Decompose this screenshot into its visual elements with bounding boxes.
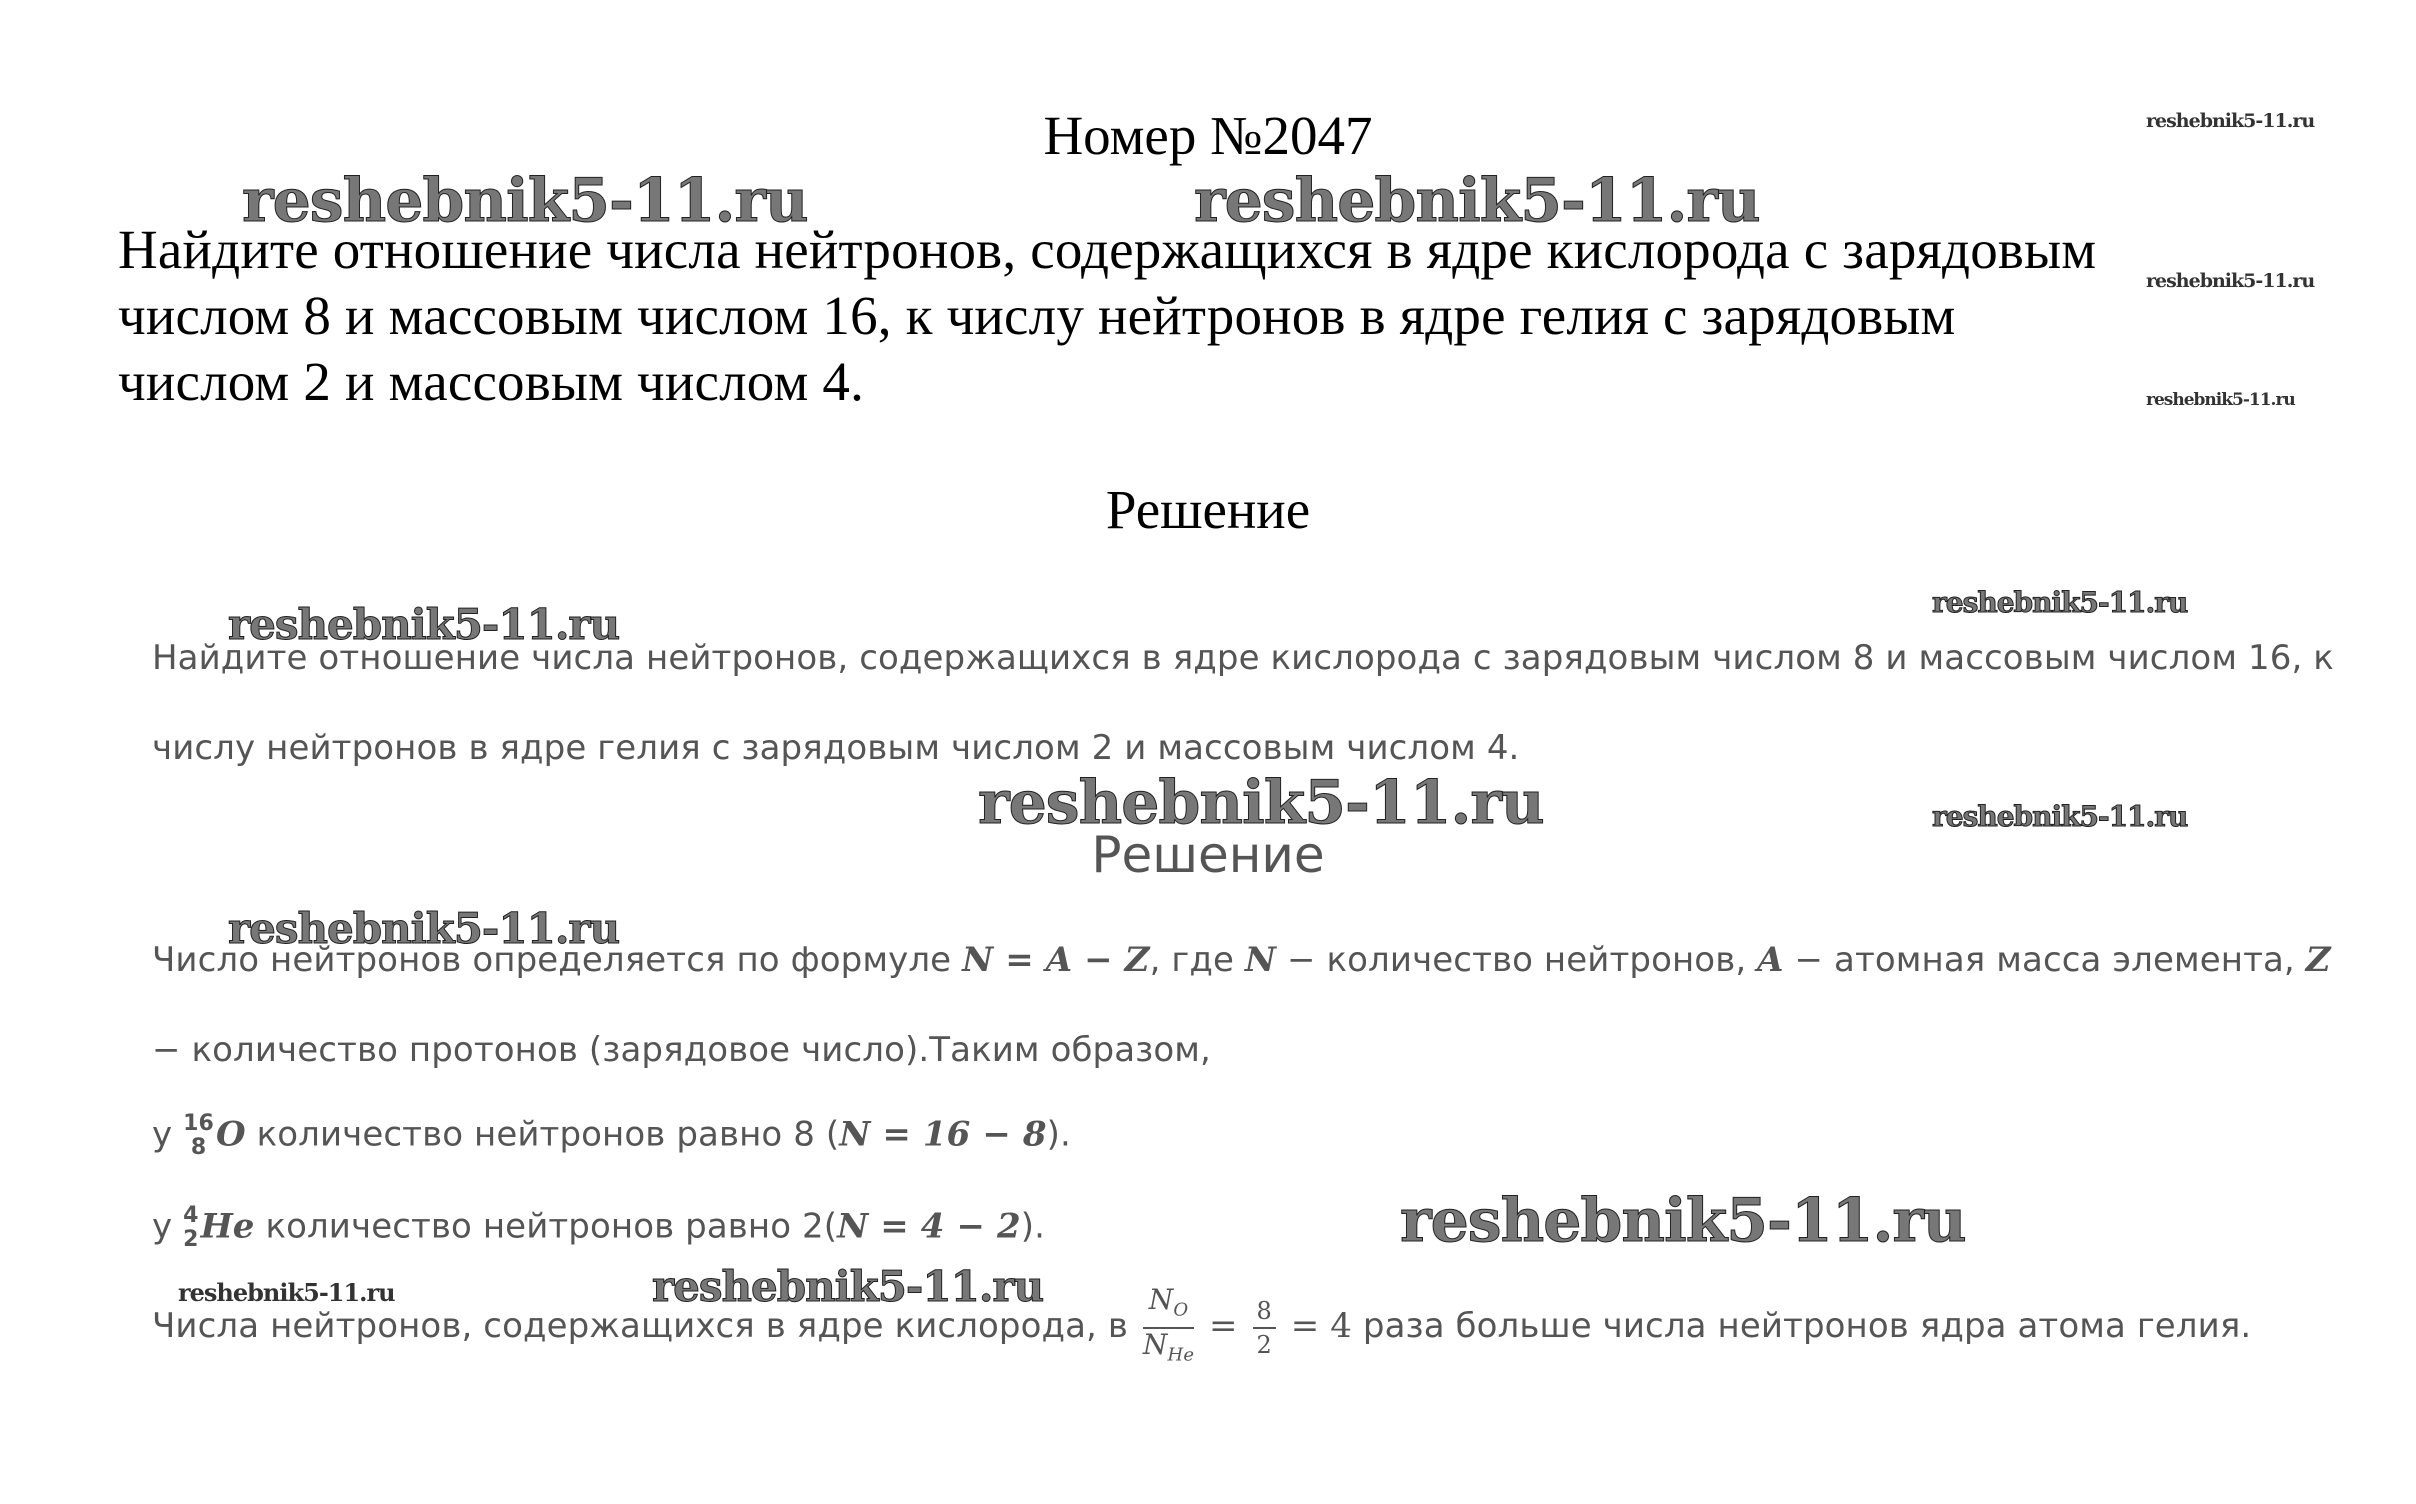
fraction-2-numerator: 8	[1253, 1295, 1276, 1329]
watermark: reshebnik5-11.ru	[2146, 270, 2315, 292]
oxygen-line	[152, 1112, 1071, 1160]
formula-text-a: Число нейтронов определяется по формуле	[152, 940, 963, 980]
formula-text-b: , где	[1149, 940, 1245, 980]
conclusion-text-b: раза больше числа нейтронов ядра атома гелия.	[1352, 1306, 2252, 1347]
oxygen-nuclide-indices	[183, 1112, 214, 1160]
oxygen-charge-number: 8	[190, 1135, 207, 1160]
oxygen-close: ).	[1046, 1114, 1071, 1155]
formula-var-z: Z	[2305, 940, 2331, 980]
watermark: reshebnik5-11.ru	[2146, 110, 2315, 132]
watermark: reshebnik5-11.ru	[228, 600, 620, 649]
fraction-8-over-2	[1253, 1295, 1276, 1361]
helium-symbol: He	[200, 1206, 255, 1247]
helium-prefix: у	[152, 1206, 184, 1247]
helium-mass-number: 4	[183, 1203, 199, 1228]
formula-line-2: − количество протонов (зарядовое число).Таким образом,	[152, 1030, 1211, 1070]
page-title: Номер №2047	[1043, 105, 1373, 166]
frac1-den-var: N	[1142, 1327, 1168, 1361]
watermark: reshebnik5-11.ru	[1194, 166, 1760, 236]
problem-line-3: числом 2 и массовым числом 4.	[118, 351, 865, 412]
helium-text: количество нейтронов равно 2(	[254, 1206, 838, 1247]
formula-text-c: − количество нейтронов,	[1276, 940, 1758, 980]
formula-var-n: N	[1244, 940, 1277, 980]
helium-close: ).	[1020, 1206, 1046, 1247]
oxygen-symbol: O	[215, 1114, 246, 1155]
watermark: reshebnik5-11.ru	[652, 1262, 1044, 1311]
scan-problem-line-2: числу нейтронов в ядре гелия с зарядовым числом 2 и массовым числом 4.	[152, 728, 1520, 768]
frac1-num-sub: O	[1173, 1299, 1189, 1321]
watermark: reshebnik5-11.ru	[228, 904, 620, 953]
watermark: reshebnik5-11.ru	[1932, 586, 2188, 619]
problem-line-1: Найдите отношение числа нейтронов, содержащихся в ядре кислорода с зарядовым	[118, 219, 2097, 280]
helium-charge-number: 2	[183, 1227, 199, 1252]
equals-1: =	[1198, 1306, 1249, 1347]
oxygen-text: количество нейтронов равно 8 (	[245, 1114, 840, 1155]
watermark: reshebnik5-11.ru	[978, 768, 1544, 838]
helium-nuclide-indices	[183, 1204, 198, 1252]
conclusion-line	[152, 1284, 2251, 1371]
watermark: reshebnik5-11.ru	[178, 1278, 395, 1307]
watermark: reshebnik5-11.ru	[2146, 390, 2295, 410]
watermark: reshebnik5-11.ru	[242, 166, 808, 236]
problem-line-2: числом 8 и массовым числом 16, к числу нейтронов в ядре гелия с зарядовым	[118, 285, 1956, 346]
scan-problem-line-1: Найдите отношение числа нейтронов, содержащихся в ядре кислорода с зарядовым числом 8 и массовым числом 16, к	[152, 638, 2334, 678]
formula-equation: N = A − Z	[962, 940, 1150, 980]
fraction-n-ratio	[1143, 1284, 1194, 1371]
oxygen-prefix: у	[152, 1114, 184, 1155]
oxygen-mass-number: 16	[183, 1111, 214, 1136]
frac1-num-var: N	[1148, 1283, 1174, 1316]
solution-title: Решение	[1105, 479, 1311, 540]
fraction-1-numerator	[1143, 1284, 1194, 1329]
watermark: reshebnik5-11.ru	[1400, 1186, 1966, 1256]
conclusion-text-a: Числа нейтронов, содержащихся в ядре кислорода, в	[152, 1306, 1139, 1347]
fraction-1-denominator	[1143, 1329, 1194, 1372]
oxygen-equation: N = 16 − 8	[839, 1114, 1047, 1155]
helium-equation: N = 4 − 2	[837, 1206, 1021, 1247]
formula-text-d: − атомная масса элемента,	[1783, 940, 2306, 980]
formula-var-a: A	[1757, 940, 1784, 980]
fraction-2-denominator: 2	[1256, 1330, 1272, 1359]
helium-line	[152, 1204, 1045, 1252]
equals-result: = 4	[1279, 1306, 1353, 1347]
watermark: reshebnik5-11.ru	[1932, 800, 2188, 833]
scan-solution-heading: Решение	[1091, 826, 1325, 884]
frac1-den-sub: He	[1167, 1344, 1195, 1366]
